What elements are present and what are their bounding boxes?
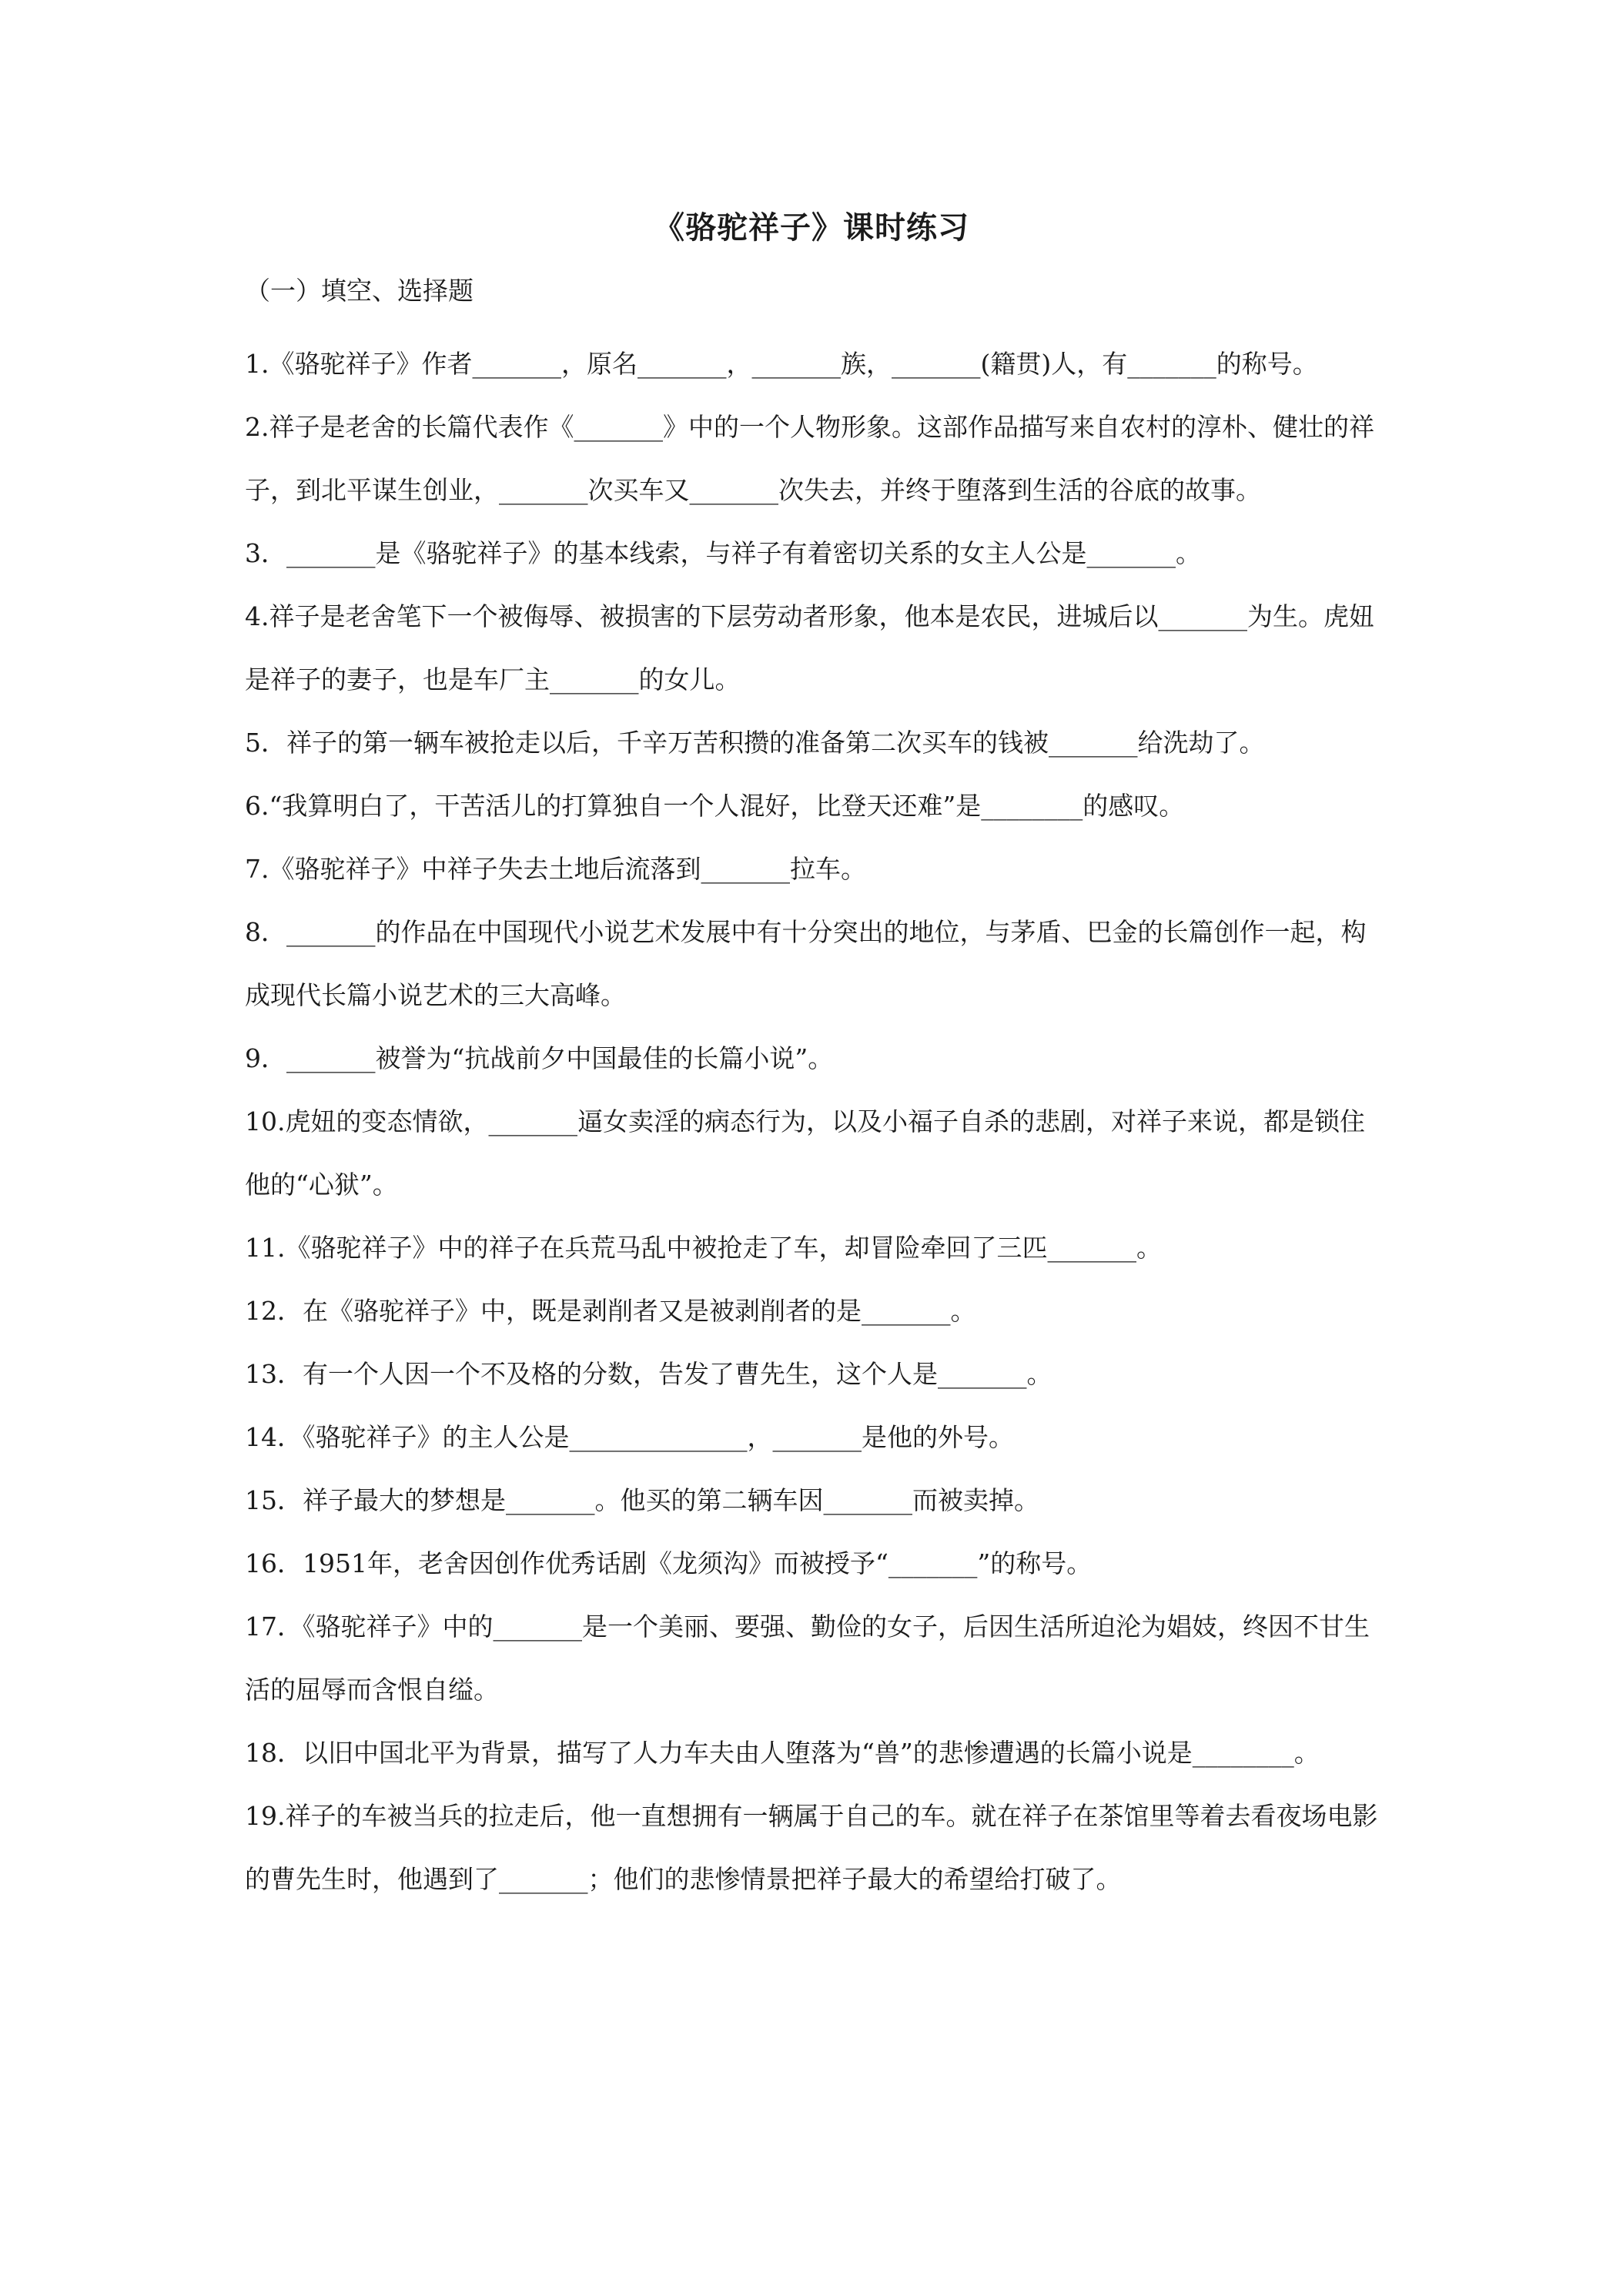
question-10: 10.虎妞的变态情欲，_______逼女卖淫的病态行为，以及小福子自杀的悲剧，对祥子来说，都是锁住他的“心狱”。 (245, 1106, 1365, 1200)
question-15: 15．祥子最大的梦想是_______。他买的第二辆车因_______而被卖掉。 (245, 1485, 1039, 1515)
question-5: 5．祥子的第一辆车被抢走以后，千辛万苦积攒的准备第二次买车的钱被_______给洗劫了。 (245, 728, 1265, 758)
question-18: 18．以旧中国北平为背景，描写了人力车夫由人堕落为“兽”的悲惨遭遇的长篇小说是________。 (245, 1738, 1320, 1768)
question-list (245, 333, 1383, 1911)
document-title: 《骆驼祥子》课时练习 (654, 209, 969, 246)
question-6: 6.“我算明白了，干苦活儿的打算独自一个人混好，比登天还难”是________的感叹。 (245, 791, 1185, 821)
section-heading: （一）填空、选择题 (245, 276, 474, 306)
question-11: 11.《骆驼祥子》中的祥子在兵荒马乱中被抢走了车，却冒险牵回了三匹_______。 (245, 1233, 1162, 1263)
question-8: 8．_______的作品在中国现代小说艺术发展中有十分突出的地位，与茅盾、巴金的长篇创作一起，构成现代长篇小说艺术的三大高峰。 (245, 917, 1367, 1010)
question-17: 17．《骆驼祥子》中的_______是一个美丽、要强、勤俭的女子，后因生活所迫沦为娼妓，终因不甘生活的屈辱而含恨自缢。 (245, 1612, 1370, 1705)
question-14: 14．《骆驼祥子》的主人公是______________，_______是他的外号。 (245, 1422, 1014, 1452)
question-1: 1.《骆驼祥子》作者_______，原名_______，_______族，_______(籍贯)人，有_______的称号。 (245, 349, 1318, 379)
question-16: 16．1951年，老舍因创作优秀话剧《龙须沟》而被授予“_______”的称号。 (245, 1548, 1093, 1578)
question-13: 13．有一个人因一个不及格的分数，告发了曹先生，这个人是_______。 (245, 1359, 1052, 1389)
question-12: 12．在《骆驼祥子》中，既是剥削者又是被剥削者的是_______。 (245, 1296, 976, 1326)
question-4: 4.祥子是老舍笔下一个被侮辱、被损害的下层劳动者形象，他本是农民，进城后以_______为生。虎妞是祥子的妻子，也是车厂主_______的女儿。 (245, 601, 1374, 694)
question-7: 7.《骆驼祥子》中祥子失去土地后流落到_______拉车。 (245, 854, 866, 884)
question-3: 3．_______是《骆驼祥子》的基本线索，与祥子有着密切关系的女主人公是_______。 (245, 538, 1201, 568)
question-19: 19.祥子的车被当兵的拉走后，他一直想拥有一辆属于自己的车。就在祥子在茶馆里等着去看夜场电影的曹先生时，他遇到了_______；他们的悲惨情景把祥子最大的希望给打破了。 (245, 1801, 1378, 1894)
question-9: 9．_______被誉为“抗战前夕中国最佳的长篇小说”。 (245, 1043, 834, 1073)
question-2: 2.祥子是老舍的长篇代表作《_______》中的一个人物形象。这部作品描写来自农村的淳朴、健壮的祥子，到北平谋生创业，_______次买车又_______次失去，并终于堕落到生活的谷底的故事。 (245, 412, 1374, 505)
